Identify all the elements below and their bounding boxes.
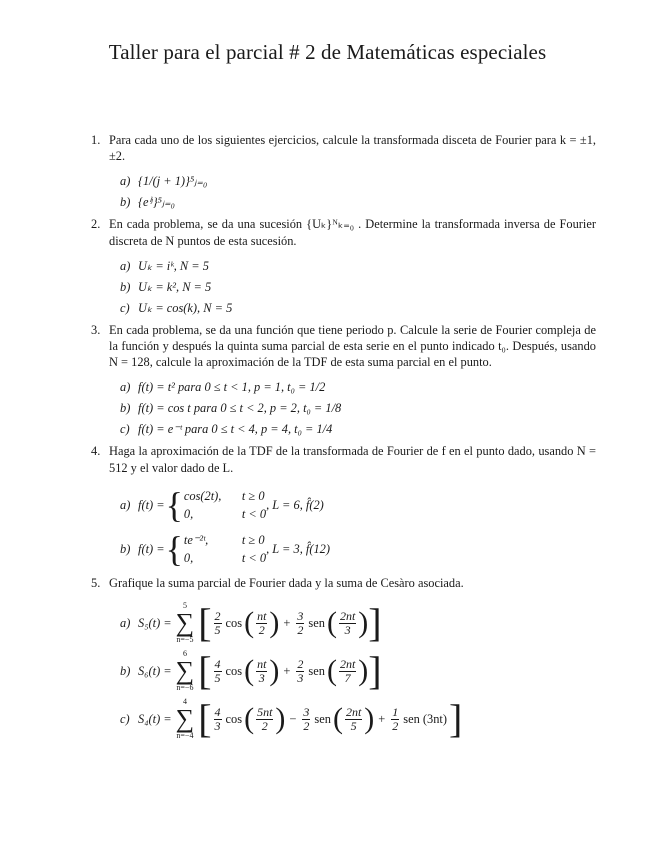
right-paren: ) — [275, 702, 286, 736]
sigma-symbol: ∑ — [175, 704, 195, 734]
sum-expression — [138, 648, 382, 694]
right-paren: ) — [358, 654, 369, 688]
problem-number: 2. — [91, 217, 101, 232]
subitem-label: c) — [120, 422, 130, 437]
function-lhs: f(t) = — [138, 541, 165, 556]
case-condition: t < 0 — [241, 550, 267, 565]
subitem — [120, 173, 596, 189]
subitem-list — [109, 600, 596, 742]
problem-1 — [91, 132, 596, 210]
left-brace: { — [165, 484, 183, 525]
sigma-symbol: ∑ — [175, 608, 195, 638]
subitem — [120, 648, 596, 694]
subitem-expression: f(t) = t² para 0 ≤ t < 1, p = 1, t₀ = 1/2 — [138, 380, 326, 395]
function-name: sen — [308, 664, 325, 679]
case-condition: t < 0 — [241, 506, 267, 521]
subitem-label: a) — [120, 616, 131, 631]
left-paren: ( — [326, 654, 337, 688]
subitem — [120, 421, 596, 437]
subitem-expression: Uₖ = cos(k), N = 5 — [138, 300, 233, 315]
subitem-list — [109, 258, 596, 316]
problem-text: Para cada uno de los siguientes ejercicios, calcule la transformada disceta de Fourier para k = ±1, ±2. — [109, 133, 596, 164]
fraction: $\frac{5nt}{2}$ — [257, 704, 273, 733]
subitem-label: b) — [120, 195, 131, 210]
sum-lhs: S₆(t) = — [138, 664, 172, 679]
left-paren: ( — [244, 606, 255, 640]
operator: − — [289, 712, 297, 727]
left-bracket: [ — [198, 696, 212, 742]
subitem — [120, 300, 596, 316]
function-lhs: f(t) = — [138, 497, 165, 512]
subitem-label: b) — [120, 279, 131, 294]
right-paren: ) — [269, 654, 280, 688]
function-name: sen (3nt) — [403, 712, 447, 727]
case-value: 0, — [183, 506, 194, 521]
subitem — [120, 529, 596, 569]
fraction: $\frac{2nt}{7}$ — [339, 656, 356, 685]
cases-block — [184, 487, 266, 523]
problem-number: 3. — [91, 322, 101, 337]
subitem-expression: Uₖ = iᵏ, N = 5 — [138, 258, 209, 273]
subitem — [120, 485, 596, 525]
subitem-expression: f(t) = cos t para 0 ≤ t < 2, p = 2, t₀ = 1/8 — [138, 401, 342, 416]
subitem — [120, 600, 596, 646]
problem-number: 5. — [91, 575, 101, 590]
operator: + — [283, 664, 291, 679]
fraction: $\frac{4}{3}$ — [214, 704, 221, 733]
piecewise-expression — [138, 529, 330, 569]
subitem — [120, 258, 596, 274]
sum-lhs: S₅(t) = — [138, 616, 172, 631]
case-condition: t ≥ 0 — [241, 488, 265, 503]
expression-tail: , L = 3, f̂(12) — [266, 541, 330, 556]
function-name: cos — [225, 712, 243, 727]
subitem-label: a) — [120, 174, 131, 189]
subitem-list — [109, 485, 596, 569]
subitem-expression: Uₖ = k², N = 5 — [138, 279, 212, 294]
problem-2 — [91, 216, 596, 315]
left-brace: { — [165, 528, 183, 569]
subitem — [120, 400, 596, 416]
right-paren: ) — [269, 606, 280, 640]
subitem — [120, 194, 596, 210]
problem-list — [91, 132, 596, 748]
right-bracket: ] — [368, 648, 382, 694]
sum-lhs: S₄(t) = — [138, 712, 172, 727]
sum-upper-limit: 4 — [182, 697, 187, 707]
sum-upper-limit: 5 — [182, 601, 187, 611]
operator: + — [283, 616, 291, 631]
case-row — [184, 549, 266, 567]
cases-block — [184, 531, 266, 567]
subitem — [120, 279, 596, 295]
left-bracket: [ — [198, 648, 212, 694]
subitem-label: a) — [120, 497, 131, 512]
subitem-label: a) — [120, 380, 131, 395]
sum-expression — [138, 600, 382, 646]
fraction: $\frac{2nt}{5}$ — [345, 704, 362, 733]
fraction: $\frac{3}{2}$ — [297, 608, 304, 637]
sum-upper-limit: 6 — [182, 649, 187, 659]
problem-3 — [91, 322, 596, 438]
case-row — [184, 531, 266, 549]
fraction: $\frac{2}{3}$ — [297, 656, 304, 685]
fraction: $\frac{4}{5}$ — [214, 656, 221, 685]
summation — [176, 698, 195, 740]
problem-5 — [91, 575, 596, 742]
left-bracket: [ — [198, 600, 212, 646]
subitem-label: c) — [120, 712, 130, 727]
right-bracket: ] — [449, 696, 463, 742]
problem-text: Grafique la suma parcial de Fourier dada y la suma de Cesàro asociada. — [109, 575, 464, 590]
fraction: $\frac{nt}{2}$ — [257, 608, 267, 637]
function-name: sen — [314, 712, 331, 727]
case-value: 0, — [183, 550, 194, 565]
subitem — [120, 379, 596, 395]
subitem-label: b) — [120, 541, 131, 556]
function-name: cos — [225, 616, 243, 631]
fraction: $\frac{1}{2}$ — [392, 704, 399, 733]
right-bracket: ] — [368, 600, 382, 646]
left-paren: ( — [326, 606, 337, 640]
page-title: Taller para el parcial # 2 de Matemáticas especiales — [108, 40, 547, 64]
subitem-expression: f(t) = e⁻ᵗ para 0 ≤ t < 4, p = 4, t₀ = 1/4 — [138, 422, 333, 437]
expression-tail: , L = 6, f̂(2) — [266, 497, 324, 512]
subitem-label: c) — [120, 300, 130, 315]
case-condition: t ≥ 0 — [241, 532, 265, 547]
piecewise-expression — [138, 485, 324, 525]
subitem — [120, 696, 596, 742]
problem-number: 1. — [91, 133, 101, 147]
subitem-expression: {eⁱʲ}⁵ⱼ₌₀ — [138, 195, 175, 210]
summation — [176, 602, 195, 644]
fraction: $\frac{2}{5}$ — [214, 608, 221, 637]
left-paren: ( — [244, 654, 255, 688]
sum-lower-limit: n=−4 — [176, 731, 194, 741]
operator: + — [378, 712, 386, 727]
case-row — [184, 487, 266, 505]
subitem-label: b) — [120, 401, 131, 416]
fraction: $\frac{nt}{3}$ — [257, 656, 267, 685]
problem-text: En cada problema, se da una función que tiene periodo p. Calcule la serie de Fourier compleja de la función y después la quinta suma parcial de esta serie en el punto indicado t₀. Después, usando N = 128, calcule la aproximación de la TDF de esta suma parcial en el punto. — [109, 322, 596, 370]
problem-number: 4. — [91, 444, 101, 459]
sigma-symbol: ∑ — [175, 656, 195, 686]
left-paren: ( — [332, 702, 343, 736]
left-paren: ( — [244, 702, 255, 736]
case-value: cos(2t), — [183, 488, 222, 503]
function-name: sen — [308, 616, 325, 631]
fraction: $\frac{2nt}{3}$ — [339, 608, 356, 637]
right-paren: ) — [358, 606, 369, 640]
subitem-label: a) — [120, 258, 131, 273]
fraction: $\frac{3}{2}$ — [303, 704, 310, 733]
problem-text: Haga la aproximación de la TDF de la transformada de Fourier de f en el punto dado, usando N = 512 y el valor dado de L. — [109, 444, 596, 475]
sum-lower-limit: n=−6 — [176, 683, 194, 693]
subitem-expression: {1/(j + 1)}⁵ⱼ₌₀ — [138, 174, 208, 189]
right-paren: ) — [364, 702, 375, 736]
subitem-list — [109, 379, 596, 437]
sum-expression — [138, 696, 462, 742]
summation — [176, 650, 195, 692]
subitem-list — [109, 173, 596, 210]
sum-lower-limit: n=−5 — [176, 635, 194, 645]
problem-4 — [91, 443, 596, 568]
function-name: cos — [225, 664, 243, 679]
case-row — [184, 505, 266, 523]
subitem-label: b) — [120, 664, 131, 679]
case-value: te⁻²ᵗ, — [183, 532, 209, 547]
problem-text: En cada problema, se da una sucesión {Uₖ}ᴺₖ₌₀ . Determine la transformada inversa de Fourier discreta de N puntos de esta sucesión. — [109, 217, 596, 248]
